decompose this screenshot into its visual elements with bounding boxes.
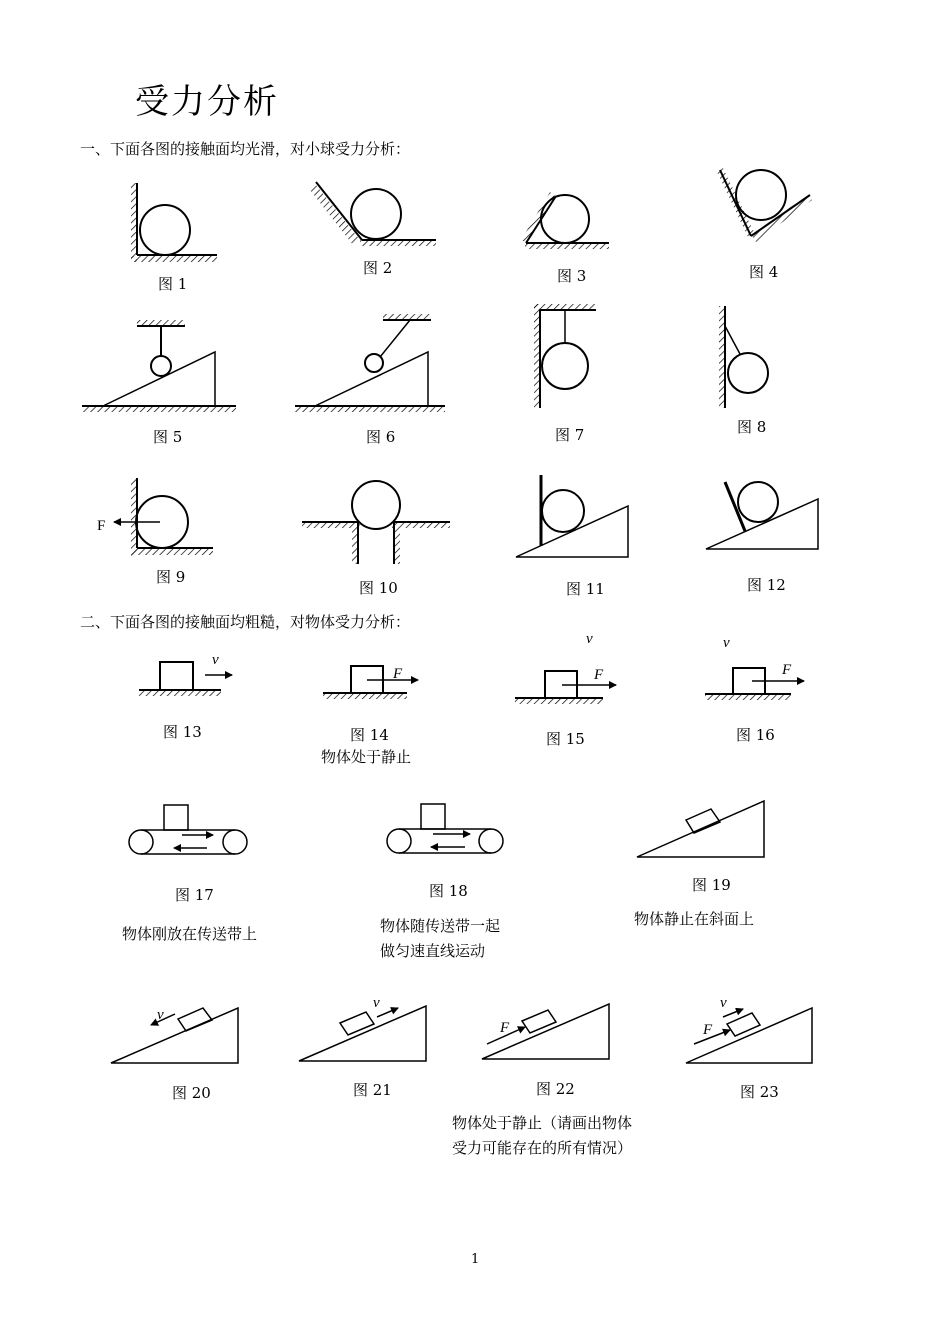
caption-fig-13: 图 13 <box>163 723 202 741</box>
fig14-force-label: F <box>393 666 403 682</box>
caption-fig-5: 图 5 <box>153 428 183 446</box>
figure-6 <box>295 314 445 412</box>
caption-fig-10: 图 10 <box>359 579 398 597</box>
fig23-velocity-label: v <box>720 995 727 1011</box>
note-fig-22-line-1: 物体处于静止（请画出物体 <box>452 1114 633 1132</box>
section-1-heading: 一、下面各图的接触面均光滑，对小球受力分析： <box>80 140 411 158</box>
fig16-force-label: F <box>782 662 792 678</box>
fig16-velocity-label: v <box>723 635 730 651</box>
caption-fig-1: 图 1 <box>158 275 188 293</box>
caption-fig-8: 图 8 <box>737 418 767 436</box>
figure-18 <box>387 804 503 853</box>
page-title: 受力分析 <box>135 82 279 122</box>
page-number: 1 <box>471 1252 480 1267</box>
figure-4 <box>717 168 812 242</box>
note-fig-18-line-2: 做匀速直线运动 <box>380 942 486 960</box>
figure-8 <box>719 306 768 408</box>
caption-fig-4: 图 4 <box>749 263 779 281</box>
caption-fig-11: 图 11 <box>566 580 605 598</box>
figure-5 <box>82 320 236 412</box>
caption-fig-9: 图 9 <box>156 568 186 586</box>
figure-1 <box>131 183 217 262</box>
caption-fig-12: 图 12 <box>747 576 786 594</box>
fig22-force-label: F <box>500 1020 510 1036</box>
caption-fig-22: 图 22 <box>536 1080 575 1098</box>
note-fig-17: 物体刚放在传送带上 <box>122 925 258 943</box>
caption-fig-15: 图 15 <box>546 730 585 748</box>
caption-fig-19: 图 19 <box>692 876 731 894</box>
caption-fig-23: 图 23 <box>740 1083 779 1101</box>
fig15-velocity-label: v <box>586 631 593 647</box>
figure-14 <box>323 666 418 699</box>
fig20-velocity-label: v <box>157 1007 164 1023</box>
figure-12 <box>706 482 818 549</box>
caption-fig-3: 图 3 <box>557 267 587 285</box>
caption-fig-6: 图 6 <box>366 428 396 446</box>
caption-fig-7: 图 7 <box>555 426 585 444</box>
figure-7 <box>534 304 596 408</box>
caption-fig-18: 图 18 <box>429 882 468 900</box>
figure-10 <box>302 481 450 564</box>
figure-2 <box>310 182 436 246</box>
figure-9 <box>114 478 213 556</box>
figure-19 <box>637 801 764 857</box>
figure-17 <box>129 805 247 854</box>
figure-21 <box>299 1006 426 1061</box>
figure-3 <box>521 192 609 249</box>
caption-fig-17: 图 17 <box>175 886 214 904</box>
caption-fig-20: 图 20 <box>172 1084 211 1102</box>
note-fig-18-line-1: 物体随传送带一起 <box>380 917 501 935</box>
caption-fig-16: 图 16 <box>736 726 775 744</box>
fig9-force-label: F <box>97 518 106 534</box>
figure-11 <box>516 475 628 557</box>
fig13-velocity-label: v <box>212 652 219 668</box>
note-fig-22-line-2: 受力可能存在的所有情况） <box>452 1139 633 1157</box>
fig23-force-label: F <box>703 1022 713 1038</box>
note-fig-19: 物体静止在斜面上 <box>634 910 755 928</box>
fig15-force-label: F <box>594 667 604 683</box>
section-2-heading: 二、下面各图的接触面均粗糙，对物体受力分析： <box>80 613 411 631</box>
caption-fig-21: 图 21 <box>353 1081 392 1099</box>
note-fig-14: 物体处于静止 <box>321 748 412 766</box>
figure-20 <box>111 1008 238 1063</box>
caption-fig-2: 图 2 <box>363 259 393 277</box>
fig21-velocity-label: v <box>373 995 380 1011</box>
caption-fig-14: 图 14 <box>350 726 389 744</box>
